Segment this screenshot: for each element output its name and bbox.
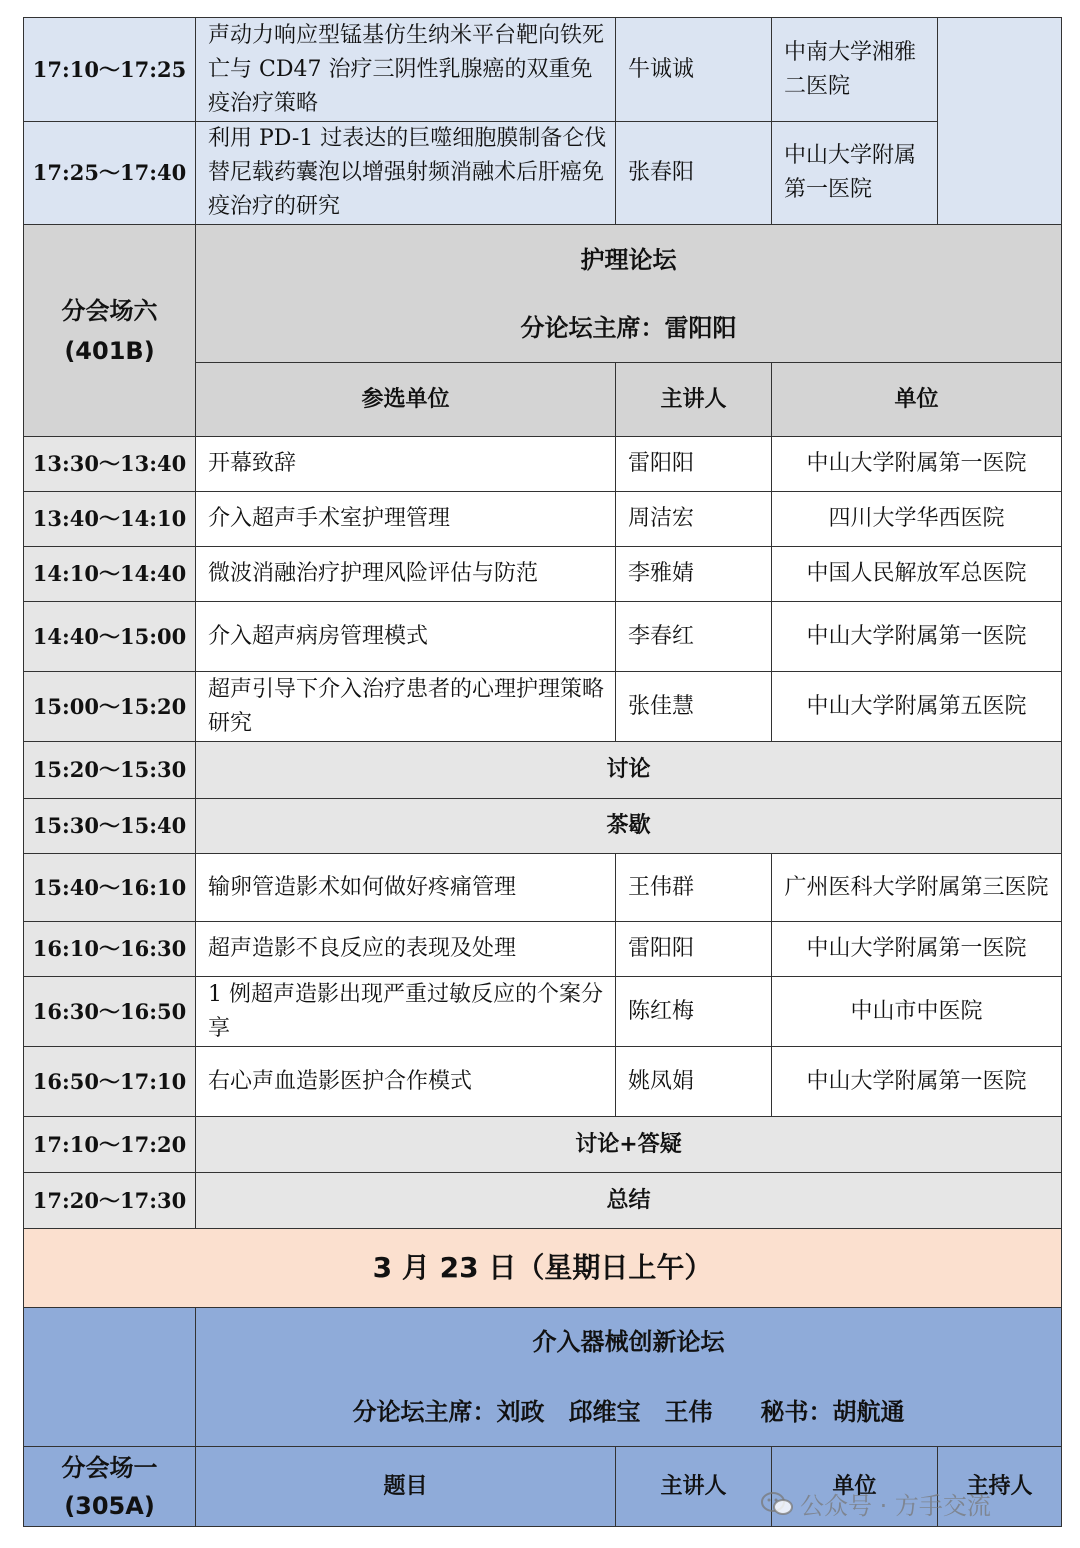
- header-speaker: 主讲人: [615, 362, 772, 437]
- watermark: [760, 1486, 991, 1521]
- header-unit: 单位: [771, 1446, 938, 1527]
- speaker-cell: 雷阳阳: [615, 436, 772, 492]
- speaker-cell: 牛诚诚: [615, 17, 772, 122]
- header-topic: 参选单位: [195, 362, 616, 437]
- topic-cell: 右心声血造影医护合作模式: [195, 1046, 616, 1117]
- time-cell: 15:20～15:30: [23, 741, 196, 799]
- speaker-cell: 李雅婧: [615, 546, 772, 602]
- time-cell: 17:10～17:20: [23, 1116, 196, 1173]
- wechat-icon: [760, 1491, 794, 1517]
- forum-chair: 分论坛主席：刘政 邱维宝 王伟 秘书：胡航通: [352, 1398, 905, 1426]
- header-unit: 单位: [771, 362, 1062, 437]
- time-cell: 17:20～17:30: [23, 1172, 196, 1229]
- speaker-cell: 雷阳阳: [615, 921, 772, 977]
- header-host: 主持人: [937, 1446, 1062, 1527]
- time-cell: 16:50～17:10: [23, 1046, 196, 1117]
- time-cell: 13:30～13:40: [23, 436, 196, 492]
- topic-cell: 利用 PD-1 过表达的巨噬细胞膜制备仑伐替尼载药囊泡以增强射频消融术后肝癌免疫治疗的研究: [195, 121, 616, 225]
- unit-cell: 广州医科大学附属第三医院: [771, 853, 1062, 922]
- unit-cell: 中山市中医院: [771, 976, 1062, 1047]
- time-cell: 17:25～17:40: [23, 121, 196, 225]
- time-cell: 17:10～17:25: [23, 17, 196, 122]
- session-name: 分会场一: [61, 1453, 158, 1482]
- time-cell: 16:30～16:50: [23, 976, 196, 1047]
- session-label-top: [23, 1307, 196, 1447]
- unit-cell: 中山大学附属第一医院: [771, 121, 938, 225]
- session-room: (401B): [64, 336, 155, 365]
- unit-cell: 中山大学附属第一医院: [771, 921, 1062, 977]
- session-label: [23, 224, 196, 437]
- host-cell: [937, 17, 1062, 225]
- speaker-cell: 张春阳: [615, 121, 772, 225]
- forum-title: 介入器械创新论坛: [532, 1328, 725, 1356]
- time-cell: 14:10～14:40: [23, 546, 196, 602]
- topic-cell: 开幕致辞: [195, 436, 616, 492]
- forum-header: [195, 224, 1062, 363]
- topic-cell: 介入超声病房管理模式: [195, 601, 616, 672]
- unit-cell: 中南大学湘雅二医院: [771, 17, 938, 122]
- unit-cell: 中山大学附属第一医院: [771, 601, 1062, 672]
- time-cell: 16:10～16:30: [23, 921, 196, 977]
- speaker-cell: 李春红: [615, 601, 772, 672]
- time-cell: 14:40～15:00: [23, 601, 196, 672]
- forum-chair: 分论坛主席：雷阳阳: [520, 313, 737, 342]
- session-room: (305A): [64, 1491, 155, 1520]
- topic-cell: 介入超声手术室护理管理: [195, 491, 616, 547]
- span-cell: 总结: [195, 1172, 1062, 1229]
- span-cell: 讨论+答疑: [195, 1116, 1062, 1173]
- speaker-cell: 姚凤娟: [615, 1046, 772, 1117]
- watermark-text: 公众号 · 方手交流: [800, 1492, 991, 1520]
- topic-cell: 声动力响应型锰基仿生纳米平台靶向铁死亡与 CD47 治疗三阴性乳腺癌的双重免疫治疗策略: [195, 17, 616, 122]
- topic-cell: 超声造影不良反应的表现及处理: [195, 921, 616, 977]
- unit-cell: 中山大学附属第五医院: [771, 671, 1062, 742]
- speaker-cell: 陈红梅: [615, 976, 772, 1047]
- unit-cell: 中山大学附属第一医院: [771, 436, 1062, 492]
- topic-cell: 超声引导下介入治疗患者的心理护理策略研究: [195, 671, 616, 742]
- time-cell: 15:00～15:20: [23, 671, 196, 742]
- topic-cell: 微波消融治疗护理风险评估与防范: [195, 546, 616, 602]
- topic-cell: 输卵管造影术如何做好疼痛管理: [195, 853, 616, 922]
- time-cell: 13:40～14:10: [23, 491, 196, 547]
- speaker-cell: 张佳慧: [615, 671, 772, 742]
- forum-title: 护理论坛: [580, 245, 677, 274]
- span-cell: 茶歇: [195, 798, 1062, 854]
- unit-cell: 四川大学华西医院: [771, 491, 1062, 547]
- header-speaker: 主讲人: [615, 1446, 772, 1527]
- speaker-cell: 周洁宏: [615, 491, 772, 547]
- time-cell: 15:30～15:40: [23, 798, 196, 854]
- session-label: [23, 1446, 196, 1527]
- forum-header: [195, 1307, 1062, 1447]
- date-banner: 3 月 23 日（星期日上午）: [23, 1228, 1062, 1308]
- session-name: 分会场六: [61, 296, 158, 325]
- span-cell: 讨论: [195, 741, 1062, 799]
- unit-cell: 中国人民解放军总医院: [771, 546, 1062, 602]
- unit-cell: 中山大学附属第一医院: [771, 1046, 1062, 1117]
- speaker-cell: 王伟群: [615, 853, 772, 922]
- time-cell: 15:40～16:10: [23, 853, 196, 922]
- header-topic: 题目: [195, 1446, 616, 1527]
- topic-cell: 1 例超声造影出现严重过敏反应的个案分享: [195, 976, 616, 1047]
